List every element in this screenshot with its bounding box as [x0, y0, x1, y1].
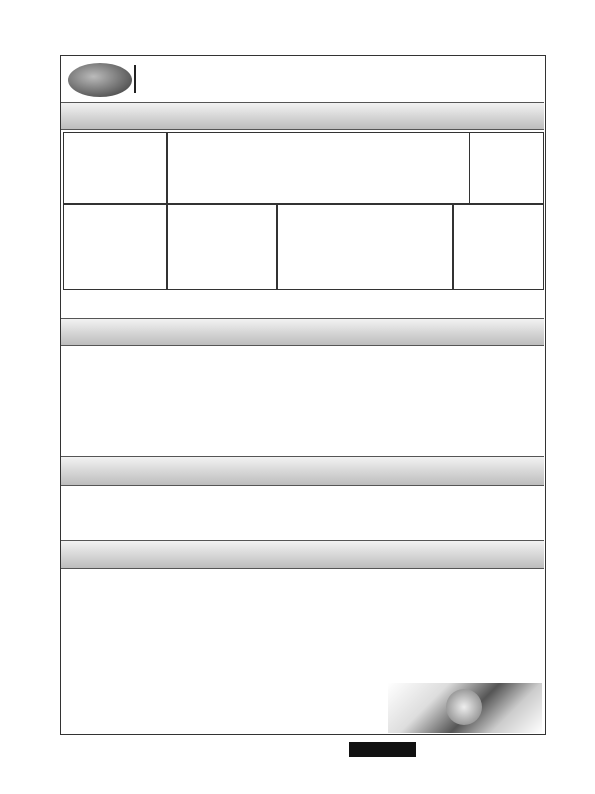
featured-date-box-1 — [167, 132, 247, 204]
section-title-featured — [61, 102, 544, 130]
featured-desc-box-1 — [247, 132, 469, 204]
featured-price-2-box — [453, 204, 544, 290]
anniversary-artwork — [388, 683, 542, 733]
featured-route-1 — [63, 132, 167, 204]
section-title-middle-east-africa — [61, 456, 544, 486]
section-title-americas — [61, 540, 544, 569]
page-frame — [60, 55, 546, 735]
globe-logo-icon — [68, 63, 132, 97]
featured-date-box-2 — [167, 204, 277, 290]
banner — [61, 56, 544, 102]
section-title-australia — [61, 318, 544, 346]
featured-route-2-box — [63, 204, 167, 290]
fortune-medal-icon — [446, 689, 482, 725]
logo-divider — [134, 65, 136, 93]
featured-desc-box-2 — [277, 204, 453, 290]
featured-price-1 — [469, 132, 544, 204]
edition-badge — [349, 742, 416, 757]
